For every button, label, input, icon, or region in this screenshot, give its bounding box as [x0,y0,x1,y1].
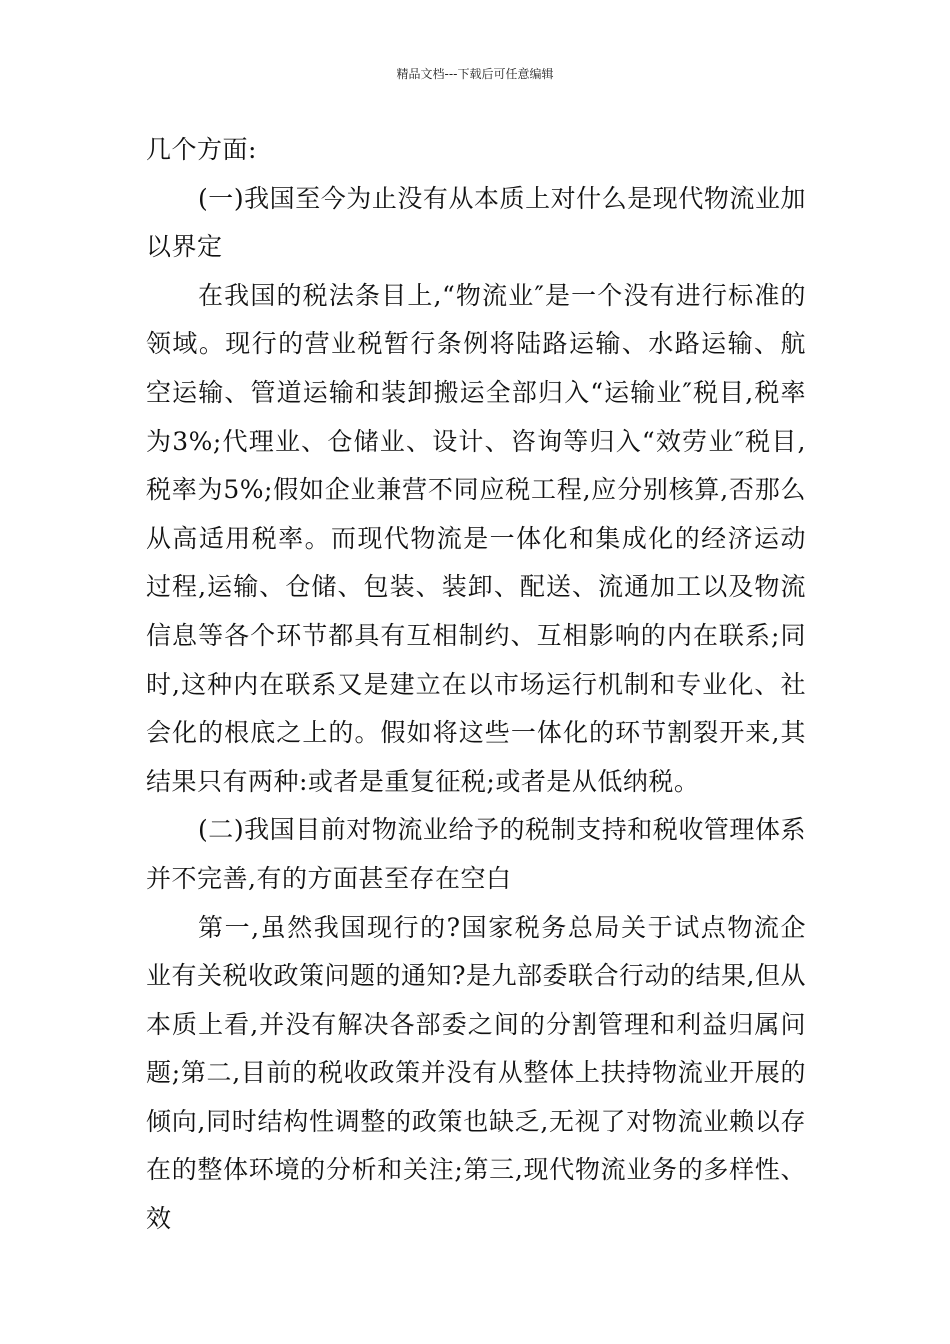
paragraph-body-2: 第一,虽然我国现行的?国家税务总局关于试点物流企业有关税收政策问题的通知?是九部委联合行动的结果,但从本质上看,并没有解决各部委之间的分割管理和利益归属问题;第二,目前的税收政策并没有从整体上扶持物流业开展的倾向,同时结构性调整的政策也缺乏,无视了对物流业赖以存在的整体环境的分析和关注;第三,现代物流业务的多样性、效 [146,912,806,1234]
paragraph-intro: 几个方面: [146,135,257,164]
paragraph-body-1: 在我国的税法条目上,“物流业″是一个没有进行标准的领域。现行的营业税暂行条例将陆路运输、水路运输、航空运输、管道运输和装卸搬运全部归入“运输业″税目,税率为3%;代理业、仓储业、设计、咨询等归入“效劳业″税目,税率为5%;假如企业兼营不同应税工程,应分别核算,否那么从高适用税率。而现代物流是一体化和集成化的经济运动过程,运输、仓储、包装、装卸、配送、流通加工以及物流信息等各个环节都具有互相制约、互相影响的内在联系;同时,这种内在联系又是建立在以市场运行机制和专业化、社会化的根底之上的。假如将这些一体化的环节割裂开来,其结果只有两种:或者是重复征税;或者是从低纳税。 [146,280,806,796]
section-heading-1: (一)我国至今为止没有从本质上对什么是现代物流业加以界定 [146,183,806,262]
document-body [146,126,806,1244]
page-header: 精品文档---下载后可任意编辑 [396,67,554,81]
section-heading-2: (二)我国目前对物流业给予的税制支持和税收管理体系并不完善,有的方面甚至存在空白 [146,815,806,893]
